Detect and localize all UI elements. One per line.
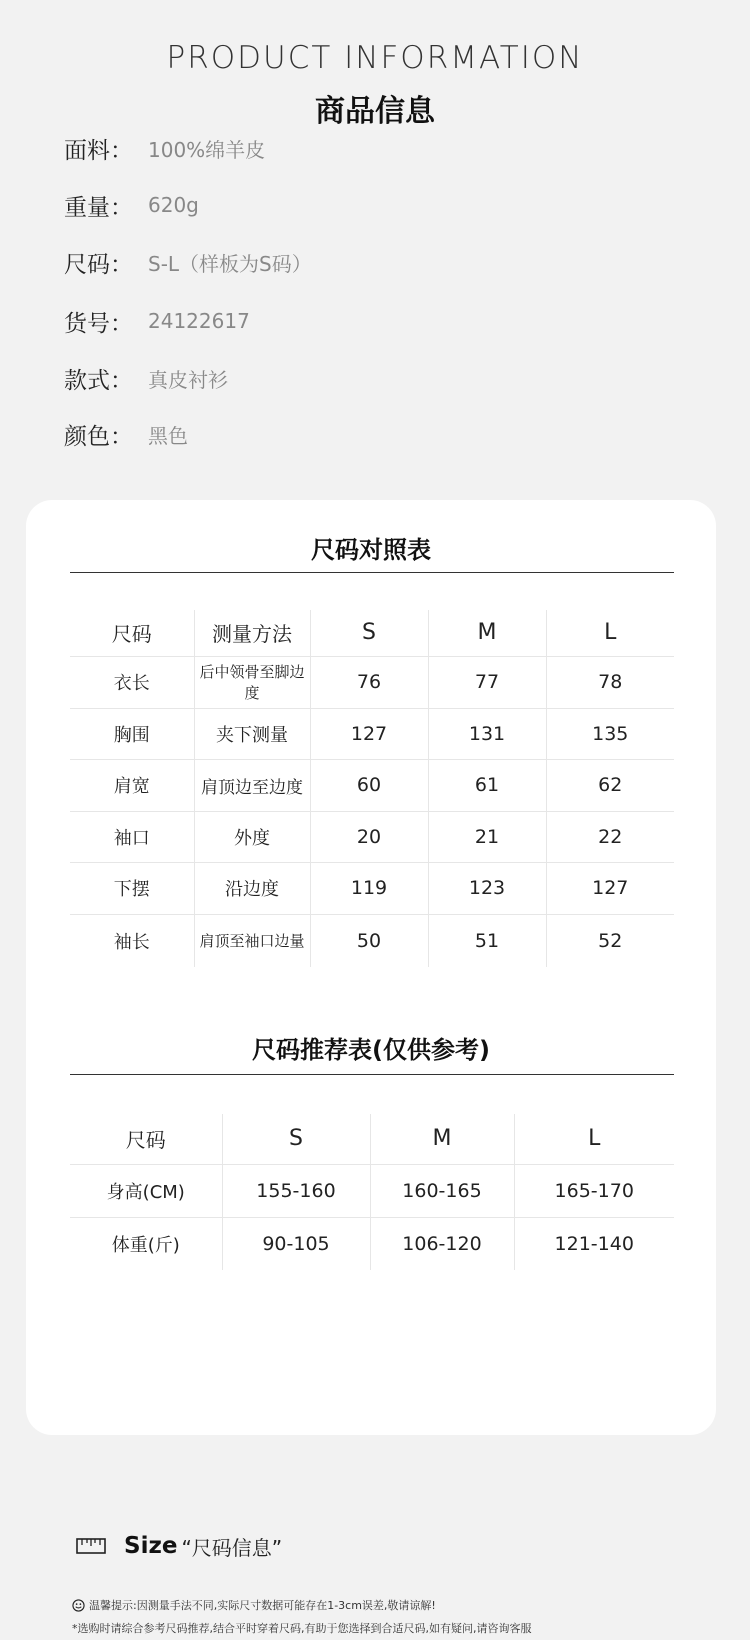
info-value: 24122617	[148, 309, 250, 333]
info-label: 颜色：	[64, 423, 133, 450]
size-info-cn: “尺码信息”	[181, 1535, 283, 1560]
recommend-chart-title: 尺码推荐表(仅供参考)	[252, 1036, 490, 1064]
table-row	[70, 656, 674, 708]
info-row-fabric	[64, 133, 265, 163]
table-cell: 61	[428, 759, 546, 811]
info-row-weight	[64, 190, 199, 220]
table-row	[70, 1217, 674, 1270]
table-row	[70, 610, 674, 656]
table-row	[70, 1114, 674, 1164]
table-cell: L	[546, 610, 674, 656]
table-cell: 165-170	[514, 1164, 674, 1217]
table-cell: 50	[310, 914, 428, 967]
table-cell: 肩顶至袖口边量	[194, 914, 310, 967]
table-cell: 160-165	[370, 1164, 514, 1217]
info-value: 真皮衬衫	[148, 367, 228, 392]
info-row-sku	[64, 306, 250, 336]
table-cell: 20	[310, 811, 428, 862]
size-chart-title: 尺码对照表	[311, 536, 431, 564]
table-row	[70, 759, 674, 811]
info-row-color	[64, 419, 188, 449]
note-advice: *选购时请综合参考尺码推荐,结合平时穿着尺码,有助于您选择到合适尺码,如有疑问,请咨询客服	[72, 1622, 532, 1635]
ruler-icon	[76, 1538, 106, 1554]
note-tip-text: 温馨提示:因测量手法不同,实际尺寸数据可能存在1-3cm误差,敬请谅解!	[89, 1599, 436, 1612]
table-cell: 21	[428, 811, 546, 862]
table-cell: 60	[310, 759, 428, 811]
table-cell: 后中领骨至脚边度	[194, 656, 310, 708]
recommend-chart-rule	[70, 1074, 674, 1075]
info-label: 重量：	[64, 194, 133, 221]
table-cell: L	[514, 1114, 674, 1164]
table-cell: 77	[428, 656, 546, 708]
size-info-title	[76, 1531, 282, 1561]
table-cell: 90-105	[222, 1217, 370, 1270]
table-cell: 106-120	[370, 1217, 514, 1270]
smile-icon	[72, 1599, 85, 1612]
info-value: S-L（样板为S码）	[148, 251, 312, 276]
info-label: 款式：	[64, 367, 133, 394]
info-label: 尺码：	[64, 251, 133, 278]
table-cell: 袖长	[70, 914, 194, 967]
info-row-size	[64, 247, 312, 277]
info-value: 黑色	[148, 423, 188, 448]
table-cell: S	[310, 610, 428, 656]
table-cell: 131	[428, 708, 546, 759]
table-cell: 123	[428, 862, 546, 914]
table-row	[70, 914, 674, 967]
table-cell: M	[370, 1114, 514, 1164]
table-cell: 119	[310, 862, 428, 914]
info-value: 620g	[148, 193, 199, 217]
table-cell: 62	[546, 759, 674, 811]
info-label: 货号：	[64, 310, 133, 337]
table-cell: 22	[546, 811, 674, 862]
table-cell: 121-140	[514, 1217, 674, 1270]
size-chart-rule	[70, 572, 674, 573]
table-cell: 下摆	[70, 862, 194, 914]
table-cell: 127	[546, 862, 674, 914]
table-cell: 155-160	[222, 1164, 370, 1217]
note-tip	[72, 1597, 436, 1613]
info-label: 面料：	[64, 137, 133, 164]
page-title-en: PRODUCT INFORMATION	[166, 40, 584, 76]
size-card	[26, 500, 716, 1435]
recommend-chart-table	[70, 1114, 674, 1270]
table-cell: 51	[428, 914, 546, 967]
table-cell: 测量方法	[194, 610, 310, 656]
table-cell: 76	[310, 656, 428, 708]
table-cell: 袖口	[70, 811, 194, 862]
table-row	[70, 1164, 674, 1217]
table-cell: 135	[546, 708, 674, 759]
table-cell: 127	[310, 708, 428, 759]
table-cell: 尺码	[111, 622, 152, 647]
table-cell: S	[222, 1114, 370, 1164]
table-cell: 52	[546, 914, 674, 967]
table-cell: 体重(斤)	[70, 1217, 222, 1270]
size-chart-table	[70, 610, 674, 967]
info-row-style	[64, 363, 228, 393]
table-row	[70, 811, 674, 862]
table-cell: 肩宽	[70, 759, 194, 811]
table-cell: 外度	[194, 811, 310, 862]
table-row	[70, 862, 674, 914]
table-cell: M	[428, 610, 546, 656]
table-cell: 尺码	[125, 1128, 166, 1153]
page-title-cn: 商品信息	[315, 94, 435, 129]
table-cell: 78	[546, 656, 674, 708]
table-cell: 沿边度	[194, 862, 310, 914]
table-cell: 衣长	[70, 656, 194, 708]
table-cell: 胸围	[70, 708, 194, 759]
table-cell: 肩顶边至边度	[194, 759, 310, 811]
info-value: 100%绵羊皮	[148, 137, 266, 162]
table-row	[70, 708, 674, 759]
table-cell: 身高(CM)	[70, 1164, 222, 1217]
size-info-en: Size	[124, 1533, 178, 1559]
table-cell: 夹下测量	[194, 708, 310, 759]
